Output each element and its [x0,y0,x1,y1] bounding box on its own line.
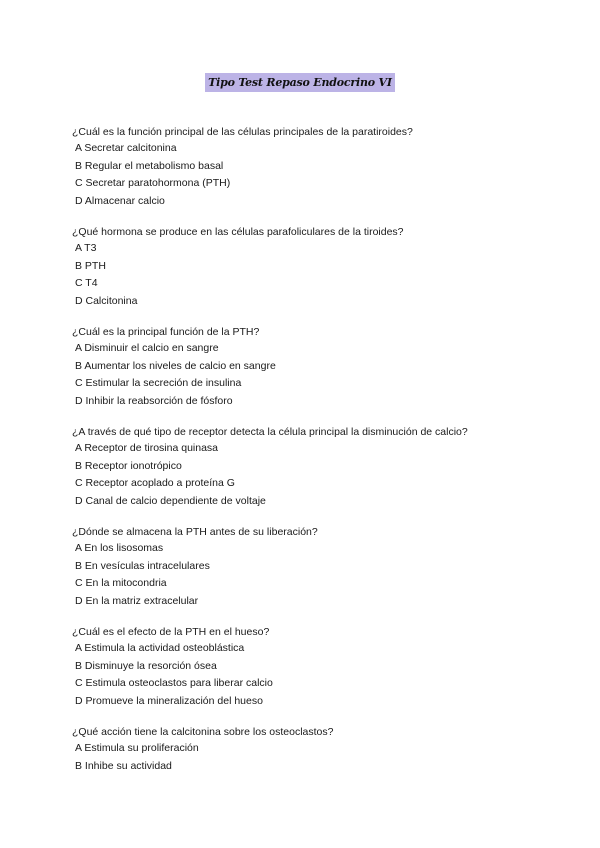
answer-option: C Secretar paratohormona (PTH) [75,177,231,189]
answer-option: D Inhibir la reabsorción de fósforo [75,394,233,407]
answer-option: B Aumentar los niveles de calcio en sangre [75,359,276,372]
question-block [72,624,552,710]
question-text: ¿Cuál es la principal función de la PTH? [72,326,260,338]
question-text: ¿Qué acción tiene la calcitonina sobre los osteoclastos? [72,726,334,738]
answer-option: C Estimular la secreción de insulina [75,377,242,389]
answer-option: A Disminuir el calcio en sangre [75,342,219,354]
document-title: Tipo Test Repaso Endocrino VI [205,73,395,92]
answer-option: D Almacenar calcio [75,194,165,207]
answer-option: B PTH [75,259,106,272]
answer-option: A T3 [75,242,97,254]
answer-option: C En la mitocondria [75,577,167,589]
question-block [72,524,552,610]
answer-option: A Estimula la actividad osteoblástica [75,642,245,654]
answer-option: D Calcitonina [75,294,138,307]
answer-option: D Promueve la mineralización del hueso [75,694,263,707]
question-block [72,224,552,310]
title-container [0,73,600,92]
answer-option: A Secretar calcitonina [75,142,177,154]
question-text: ¿Cuál es la función principal de las células principales de la paratiroides? [72,126,413,138]
question-block [72,424,552,510]
answer-option: A Estimula su proliferación [75,742,199,754]
answer-option: B Receptor ionotrópico [75,459,182,472]
answer-option: B Disminuye la resorción ósea [75,659,217,672]
answer-option: B En vesículas intracelulares [75,559,210,572]
question-text: ¿Cuál es el efecto de la PTH en el hueso? [72,626,270,638]
answer-option: D En la matriz extracelular [75,594,199,607]
answer-option: B Inhibe su actividad [75,759,172,772]
answer-option: A En los lisosomas [75,542,164,554]
question-block [72,724,552,775]
question-list [72,124,552,789]
answer-option: D Canal de calcio dependiente de voltaje [75,494,266,507]
question-text: ¿A través de qué tipo de receptor detecta la célula principal la disminución de calcio? [72,426,468,438]
question-text: ¿Qué hormona se produce en las células parafoliculares de la tiroides? [72,226,404,238]
question-text: ¿Dónde se almacena la PTH antes de su liberación? [72,526,318,538]
question-block [72,324,552,410]
answer-option: B Regular el metabolismo basal [75,159,224,172]
answer-option: C Receptor acoplado a proteína G [75,477,235,489]
question-block [72,124,552,210]
answer-option: C Estimula osteoclastos para liberar calcio [75,677,273,689]
answer-option: A Receptor de tirosina quinasa [75,442,219,454]
answer-option: C T4 [75,277,98,289]
